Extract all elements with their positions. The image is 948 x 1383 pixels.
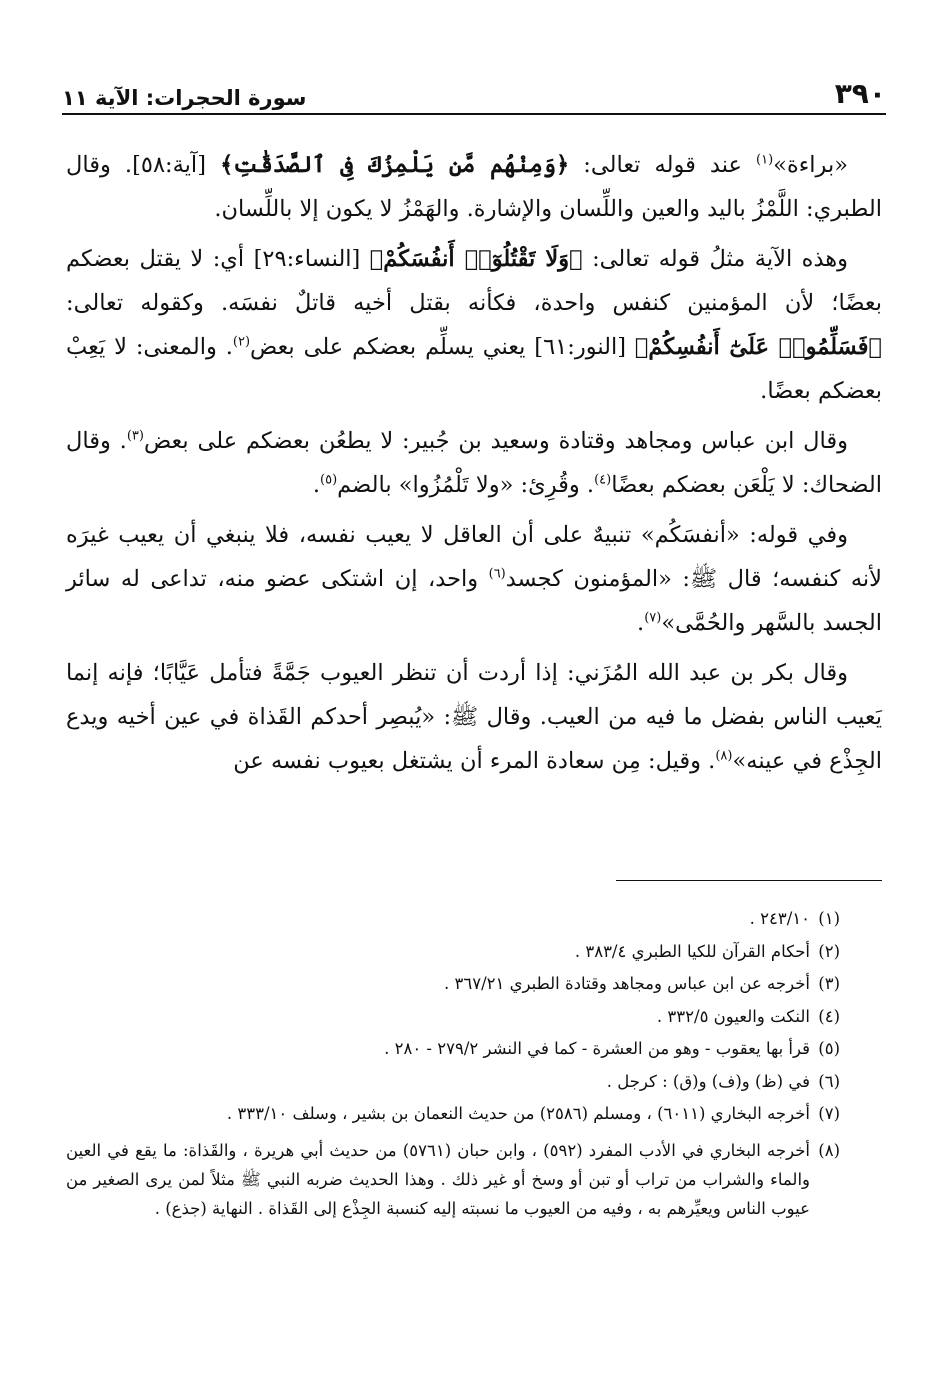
text-run: وفي قوله: «أنفسَكُم» تنبيهٌ على أن العاقل لا يعيب نفسه، فلا ينبغي أن يعيب غيرَه لأنه كنفسه؛ قال ﷺ: «المؤمنون كجسد: [66, 522, 882, 592]
footnote: [66, 1006, 840, 1027]
footnote-reference: (٢): [232, 334, 251, 350]
text-run: واحد، إن اشتكى عضو منه، تداعى له سائر الجسد بالسَّهر والحُمَّى»: [66, 566, 882, 636]
footnotes: [66, 908, 840, 1234]
footnote-reference: (٥): [320, 472, 338, 488]
text-run: . وقال الضحاك: لا يَلْعَن بعضكم بعضًا: [66, 428, 882, 498]
footnote-number: (٤): [818, 1006, 840, 1026]
footnote-reference: (٨): [715, 748, 733, 764]
text-run: [آية:٥٨]. وقال الطبري: اللَّمْزُ باليد والعين واللِّسان والإشارة. والهَمْزُ لا يكون إلا باللِّسان.: [66, 152, 882, 222]
header-rule: [62, 113, 886, 115]
text-run: وقال ابن عباس ومجاهد وقتادة وسعيد بن جُبير: لا يطعُن بعضكم على بعض: [143, 428, 848, 454]
footnote: [66, 1103, 840, 1124]
footnote: [66, 973, 840, 994]
text-run: وقال بكر بن عبد الله المُزَني: إذا أردت أن تنظر العيوب جَمَّةً فتأمل عَيَّابًا؛ فإنه إنما يَعيب الناس بفضل ما فيه من العيب. وقال ﷺ: «يُبصِر أحدكم القَذاة في عين أخيه ويدع الجِذْع في عينه»: [66, 660, 882, 774]
footnote-separator: [616, 880, 882, 881]
text-run: . وقُرِئ: «ولا تَلْمُزُوا» بالضم: [337, 472, 595, 498]
paragraph: [66, 237, 882, 413]
footnote-number: (٢): [818, 941, 840, 961]
footnote-number: (٧): [818, 1104, 840, 1123]
text-run: . والمعنى: لا يَعِبْ بعضكم بعضًا.: [66, 334, 882, 404]
text-run: .: [637, 610, 645, 636]
footnote: [66, 941, 840, 962]
footnote-reference: (١): [756, 152, 774, 168]
text-run: . وقيل: مِن سعادة المرء أن يشتغل بعيوب نفسه عن: [233, 748, 716, 774]
text-run: [النساء:٢٩] أي: لا يقتل بعضكم بعضًا؛ لأن المؤمنين كنفس واحدة، فكأنه بقتل أخيه قاتلٌ نفسَه. وكقوله تعالى:: [66, 246, 882, 316]
footnote-text: أخرجه البخاري (٦٠١١) ، ومسلم (٢٥٨٦) من حديث النعمان بن بشير ، وسلف ٣٣٣/١٠ .: [226, 1104, 810, 1123]
text-run: وهذه الآية مثلُ قوله تعالى:: [582, 246, 848, 272]
footnote-text: أحكام القرآن للكيا الطبري ٣٨٣/٤ .: [574, 941, 810, 961]
text-run: «براءة»: [773, 152, 848, 178]
footnote-reference: (٧): [644, 610, 662, 626]
quran-verse: ﴿فَسَلِّمُوا۟ عَلَىٰٓ أَنفُسِكُمْ﴾: [634, 334, 883, 360]
footnote-text: أخرجه عن ابن عباس ومجاهد وقتادة الطبري ٣٦٧/٢١ .: [443, 974, 810, 993]
footnote-number: (٥): [818, 1039, 840, 1058]
page-number: ٣٩٠: [834, 77, 886, 110]
paragraph: [66, 513, 882, 645]
footnote-number: (١): [818, 909, 840, 928]
footnote: [66, 1038, 840, 1059]
footnote: [66, 1071, 840, 1092]
footnote: [66, 1136, 840, 1223]
footnote-number: (٨): [818, 1140, 840, 1160]
text-run: [النور:٦١] يعني يسلِّم بعضكم على بعض: [250, 334, 635, 360]
paragraph: [66, 143, 882, 231]
paragraph: [66, 419, 882, 507]
quran-verse: ﴿وَلَا تَقْتُلُوٓا۟ أَنفُسَكُمْ﴾: [369, 246, 583, 272]
text-run: .: [312, 472, 320, 498]
footnote-number: (٦): [818, 1071, 840, 1091]
main-text: [66, 143, 882, 783]
footnote-text: قرأ بها يعقوب - وهو من العشرة - كما في النشر ٢٧٩/٢ - ٢٨٠ .: [384, 1039, 810, 1058]
footnote-text: أخرجه البخاري في الأدب المفرد (٥٩٢) ، وابن حبان (٥٧٦١) من حديث أبي هريرة ، والقَذاة: ما يقع في العين والماء والشراب من تراب أو تبن أو وسخ أو غير ذلك . وهذا الحديث ضربه النبي ﷺ مثلاً لمن يرى الصغير من عيوب الناس ويعيِّرهم به ، وفيه من العيوب ما نسبته إليه كنسبة الجِذْع إلى القَذاة . النهاية (جذع) .: [66, 1140, 810, 1218]
footnote-reference: (٤): [594, 472, 612, 488]
footnote-number: (٣): [818, 974, 840, 993]
footnote-reference: (٣): [126, 428, 144, 444]
running-title: سورة الحجرات: الآية ١١: [62, 86, 307, 110]
footnote-reference: (٦): [488, 566, 506, 582]
footnote: [66, 908, 840, 929]
page-header: [62, 70, 886, 110]
quran-verse: ﴿وَمِنْهُم مَّن يَلْمِزُكَ فِى ٱلصَّدَقَٰتِ﴾: [220, 152, 570, 178]
footnote-text: النكت والعيون ٣٣٢/٥ .: [656, 1006, 810, 1026]
footnote-text: ٢٤٣/١٠ .: [749, 909, 810, 928]
paragraph: [66, 651, 882, 783]
text-run: عند قوله تعالى:: [569, 152, 757, 178]
footnote-text: في (ظ) و(ف) و(ق) : كرجل .: [606, 1071, 810, 1091]
